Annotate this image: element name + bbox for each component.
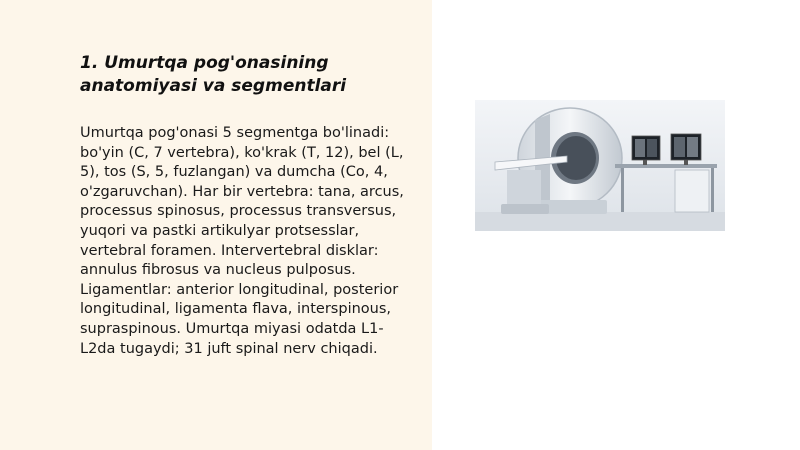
- slide-body-text: Umurtqa pog'onasi 5 segmentga bo'linadi: bo'yin (C, 7 vertebra), ko'krak (T, 12), bel (L, 5), tos (S, 5, fuzlangan) va dumcha (Co, 4, o'zgaruvchan). Har bir vertebra: tana, arcus, processus spinosus, processus transversus, yuqori va pastki artikulyar protsesslar, vertebral foramen. Intervertebral disklar: annulus fibrosus va nucleus pulposus. Ligamentlar: anterior longitudinal, posterior longitudinal, ligamenta flava, interspinous, supraspinous. Umurtqa miyasi odatda L1-L2da tugaydi; 31 juft spinal nerv chiqadi.: [80, 125, 404, 357]
- ct-scanner-icon: [475, 100, 725, 231]
- slide-title: 1. Umurtqa pog'onasining anatomiyasi va segmentlari: [80, 53, 347, 96]
- ct-scanner-photo: [475, 100, 725, 231]
